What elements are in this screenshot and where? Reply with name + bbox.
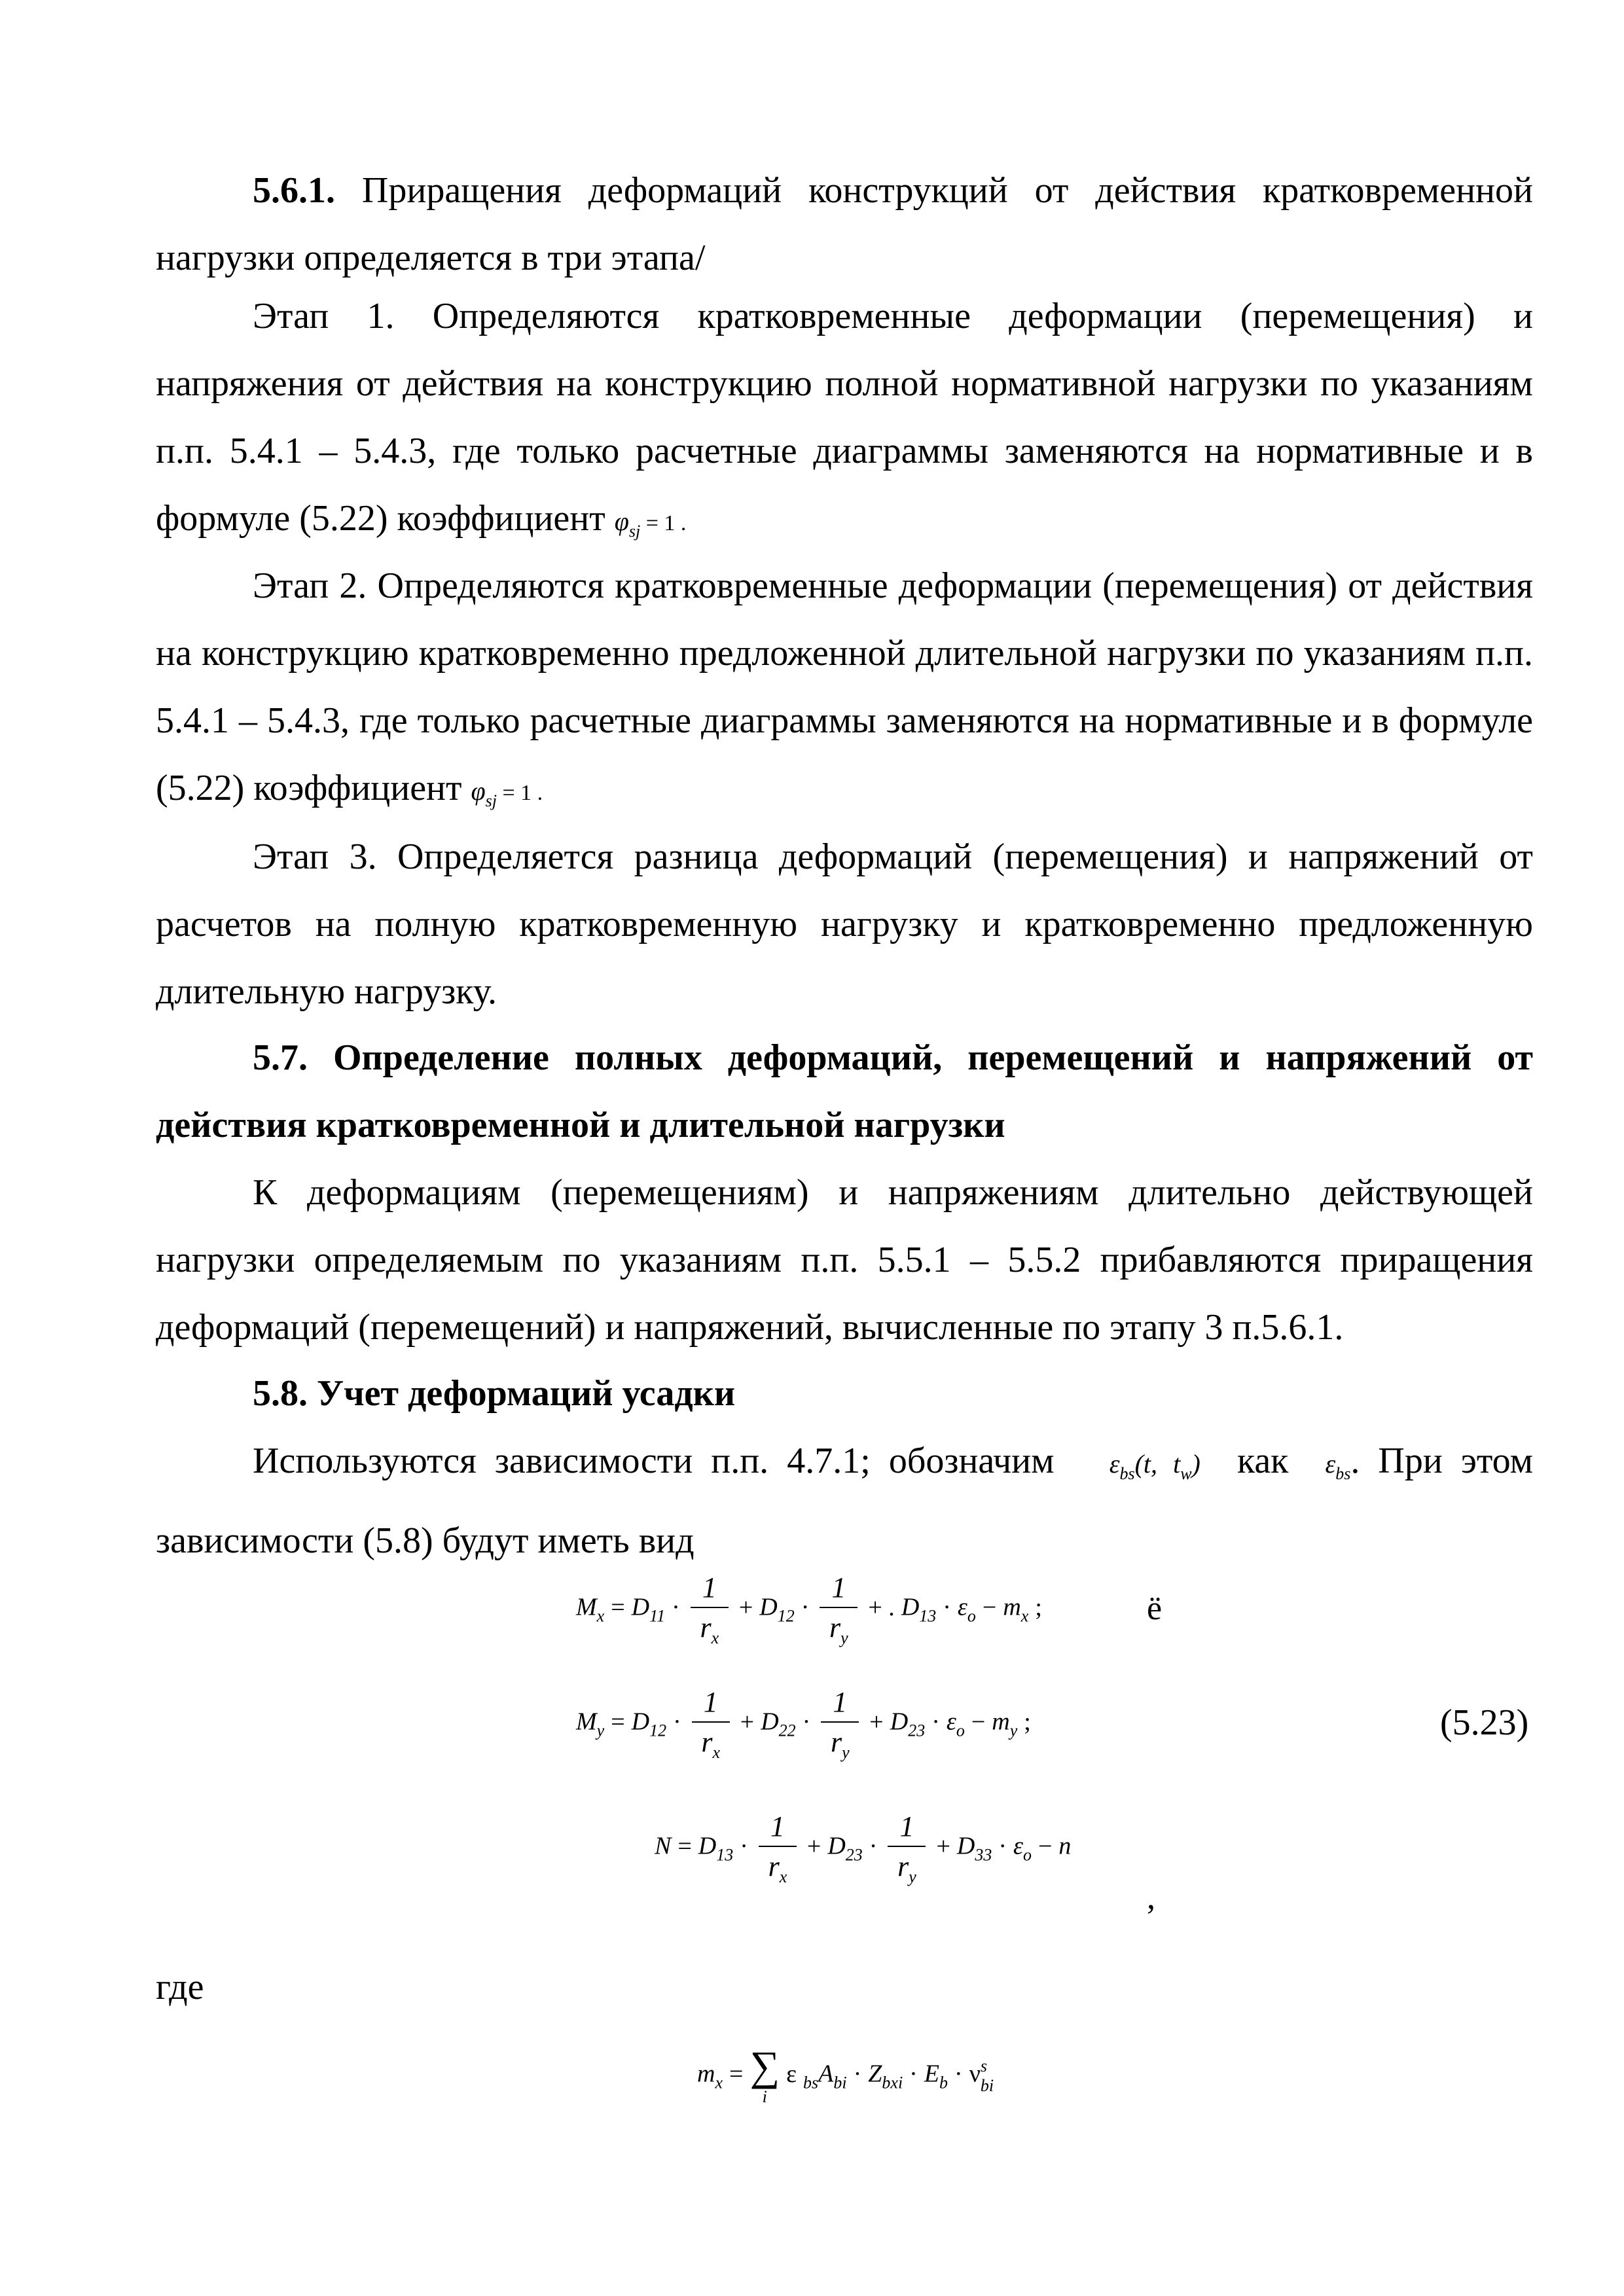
section-561-paragraph xyxy=(156,157,1533,292)
equation-n: $N = D_{13}$ · $\frac{1}{r_x}$ + $D_{23}$ · $\frac{1}{r_y}$ + $D_{33} \cdot \varepsilon_o - n$ xyxy=(655,1810,1072,1886)
stage-1-paragraph xyxy=(156,283,1533,565)
stray-mark: ё xyxy=(1147,1590,1163,1627)
stage-3-paragraph: Этап 3. Определяется разница деформаций (перемещения) и напряжений от расчетов на полную кратковременную нагрузку и кратковременно предложенную длительную нагрузку. xyxy=(156,836,1533,1012)
stage-2-coef: $\varphi_{sj}$ xyxy=(471,776,497,810)
stage-2-coef-value: = 1 . xyxy=(496,781,543,805)
section-58-text-after: . При этом зависимости (5.8) будут иметь вид xyxy=(156,1441,1534,1561)
word-gde: где xyxy=(156,1967,204,2007)
section-58-text-before: Используются зависимости п.п. 4.7.1; обозначим xyxy=(253,1441,1055,1481)
section-561-number: 5.6.1. xyxy=(253,170,335,211)
section-57-text: К деформациям (перемещениям) и напряжениям длительно действующей нагрузки определяемым по указаниям п.п. 5.5.1 – 5.5.2 прибавляются приращения деформаций (перемещений) и напряжений, вычисленные по этапу 3 п.5.6.1. xyxy=(156,1172,1533,1348)
section-58-heading: 5.8. Учет деформаций усадки xyxy=(253,1373,736,1414)
stage-1-coef: $\varphi_{sj}$ xyxy=(614,507,641,541)
section-58-text xyxy=(156,1427,1533,1575)
word-kak: как xyxy=(1236,1441,1289,1481)
eps-bs: $\varepsilon_{bs}$ xyxy=(1325,1449,1351,1483)
section-561-intro: Приращения деформаций конструкций от действия кратковременной нагрузки определяется в три этапа/ xyxy=(156,170,1533,278)
stage-1-coef-value: = 1 . xyxy=(640,511,687,535)
equation-number: (5.23) xyxy=(1440,1702,1529,1743)
stage-1-text: Этап 1. Определяются кратковременные деформации (перемещения) и напряжения от действия на конструкцию полной нормативной нагрузки по указаниям п.п. 5.4.1 – 5.4.3, где только расчетные диаграммы заменяются на нормативные и в формуле (5.22) коэффициент xyxy=(156,296,1533,539)
stage-2-text: Этап 2. Определяются кратковременные деформации (перемещения) от действия на конструкцию кратковременно предложенной длительной нагрузки по указаниям п.п. 5.4.1 – 5.4.3, где только расчетные диаграммы заменяются на нормативные и в формуле (5.22) коэффициент xyxy=(156,565,1533,808)
equation-mx: $M_x = D_{11}$ · $\frac{1}{r_x}$ + $D_{12}$ · $\frac{1}{r_y}$ + . $D_{13} \cdot \varepsilon_o - m_x$ ; xyxy=(576,1571,1042,1647)
equation-comma: , xyxy=(1147,1879,1155,1916)
sum-symbol: ∑ i xyxy=(749,2043,780,2106)
equation-my: $M_y = D_{12}$ · $\frac{1}{r_x}$ + $D_{22}$ · $\frac{1}{r_y}$ + $D_{23} \cdot \varepsilon_o - m_y$ ; xyxy=(576,1686,1031,1762)
eps-bs-t-tw: $\varepsilon_{bs}(t$, $t_w$) xyxy=(1109,1449,1200,1483)
section-57-heading: 5.7. Определение полных деформаций, перемещений и напряжений от действия кратковременной и длительной нагрузки xyxy=(156,1037,1533,1145)
equation-mx-definition: $m_x$ = ∑ i ε $_{bs}A_{bi} \cdot Z_{bxi} \cdot E_b \cdot \nu$ s bi xyxy=(697,2043,994,2106)
stage-2-paragraph xyxy=(156,552,1533,834)
